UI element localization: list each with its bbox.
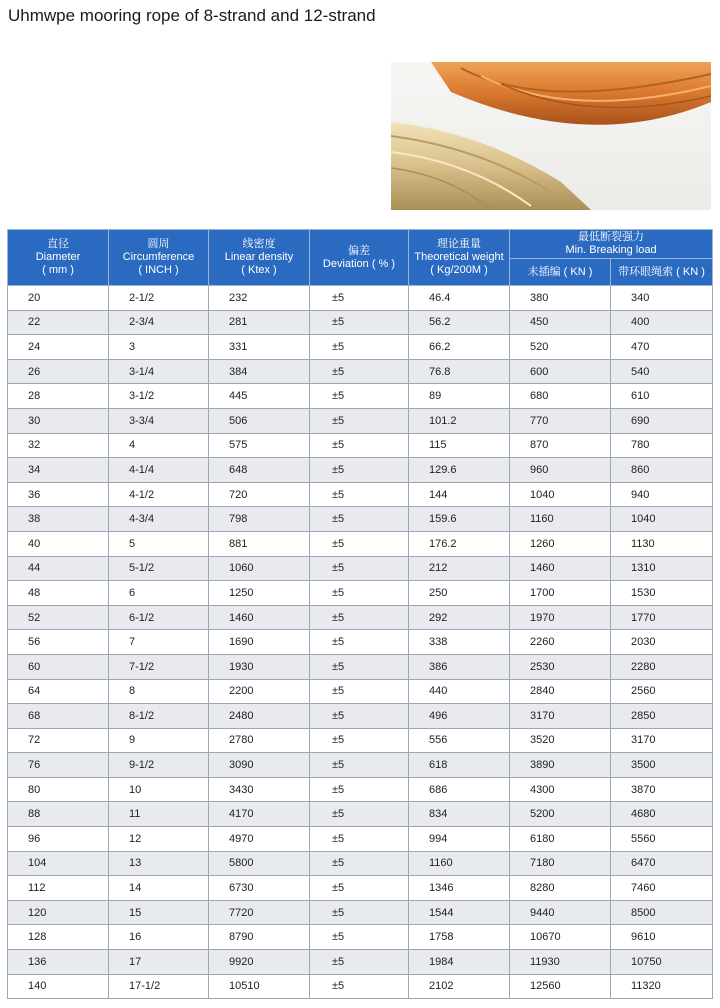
cell-breaking-unspliced: 380 [510,286,611,311]
cell-breaking-eye-spliced: 8500 [611,900,713,925]
cell-diameter: 26 [8,359,109,384]
header-weight-unit: ( Kg/200M ) [430,264,488,276]
cell-circumference: 17 [109,950,209,975]
cell-breaking-eye-spliced: 2030 [611,630,713,655]
cell-circumference: 7-1/2 [109,654,209,679]
table-row [8,876,713,901]
cell-breaking-eye-spliced: 1530 [611,581,713,606]
rope-image [391,62,711,210]
cell-linear-density: 9920 [209,950,310,975]
cell-linear-density: 881 [209,531,310,556]
cell-diameter: 64 [8,679,109,704]
cell-weight: 1346 [409,876,510,901]
cell-linear-density: 798 [209,507,310,532]
cell-deviation: ±5 [310,974,409,999]
cell-breaking-unspliced: 10670 [510,925,611,950]
cell-deviation: ±5 [310,531,409,556]
table-row [8,827,713,852]
table-row [8,974,713,999]
cell-circumference: 5-1/2 [109,556,209,581]
cell-breaking-unspliced: 12560 [510,974,611,999]
cell-breaking-unspliced: 2260 [510,630,611,655]
cell-breaking-eye-spliced: 1770 [611,605,713,630]
cell-diameter: 128 [8,925,109,950]
cell-diameter: 136 [8,950,109,975]
cell-weight: 834 [409,802,510,827]
cell-diameter: 38 [8,507,109,532]
cell-weight: 129.6 [409,458,510,483]
cell-diameter: 34 [8,458,109,483]
cell-deviation: ±5 [310,286,409,311]
table-row [8,630,713,655]
cell-linear-density: 2200 [209,679,310,704]
cell-linear-density: 281 [209,310,310,335]
header-circumference-zh: 圆周 [147,238,170,250]
table-row [8,507,713,532]
cell-diameter: 56 [8,630,109,655]
cell-deviation: ±5 [310,900,409,925]
cell-breaking-eye-spliced: 3870 [611,777,713,802]
cell-weight: 686 [409,777,510,802]
cell-diameter: 48 [8,581,109,606]
cell-circumference: 10 [109,777,209,802]
cell-linear-density: 3090 [209,753,310,778]
table-row [8,950,713,975]
cell-diameter: 104 [8,851,109,876]
cell-deviation: ±5 [310,408,409,433]
cell-breaking-unspliced: 3170 [510,704,611,729]
cell-linear-density: 3430 [209,777,310,802]
cell-breaking-eye-spliced: 4680 [611,802,713,827]
header-diameter-zh: 直径 [47,238,69,250]
cell-diameter: 52 [8,605,109,630]
cell-weight: 496 [409,704,510,729]
cell-weight: 212 [409,556,510,581]
cell-linear-density: 384 [209,359,310,384]
cell-breaking-unspliced: 7180 [510,851,611,876]
header-deviation-zh: 偏差 [348,244,370,257]
header-circumference-en: Circumference [122,251,195,263]
cell-circumference: 14 [109,876,209,901]
cell-deviation: ±5 [310,802,409,827]
cell-breaking-unspliced: 680 [510,384,611,409]
header-linear-density-unit: ( Ktex ) [241,264,277,276]
cell-breaking-unspliced: 600 [510,359,611,384]
cell-deviation: ±5 [310,458,409,483]
cell-breaking-eye-spliced: 610 [611,384,713,409]
cell-breaking-unspliced: 4300 [510,777,611,802]
cell-breaking-unspliced: 960 [510,458,611,483]
header-breaking-zh: 最低断裂强力 [578,231,644,243]
cell-breaking-eye-spliced: 690 [611,408,713,433]
table-row [8,777,713,802]
cell-weight: 1544 [409,900,510,925]
cell-linear-density: 6730 [209,876,310,901]
cell-breaking-eye-spliced: 10750 [611,950,713,975]
cell-linear-density: 445 [209,384,310,409]
cell-breaking-unspliced: 1160 [510,507,611,532]
cell-breaking-eye-spliced: 6470 [611,851,713,876]
cell-diameter: 76 [8,753,109,778]
cell-linear-density: 1460 [209,605,310,630]
cell-breaking-unspliced: 2530 [510,654,611,679]
table-row [8,925,713,950]
cell-weight: 176.2 [409,531,510,556]
table-row [8,335,713,360]
cell-breaking-unspliced: 3890 [510,753,611,778]
table-row [8,704,713,729]
header-breaking-load [510,230,713,259]
cell-breaking-unspliced: 9440 [510,900,611,925]
header-deviation-en: Deviation ( % ) [322,257,396,270]
cell-deviation: ±5 [310,482,409,507]
cell-breaking-unspliced: 450 [510,310,611,335]
cell-breaking-unspliced: 1700 [510,581,611,606]
header-diameter [8,230,109,286]
cell-diameter: 72 [8,728,109,753]
table-row [8,581,713,606]
table-row [8,359,713,384]
cell-linear-density: 2780 [209,728,310,753]
header-deviation [310,230,409,286]
cell-diameter: 60 [8,654,109,679]
page-title: Uhmwpe mooring rope of 8-strand and 12-strand [8,6,376,25]
cell-deviation: ±5 [310,433,409,458]
cell-linear-density: 232 [209,286,310,311]
cell-breaking-eye-spliced: 2280 [611,654,713,679]
cell-breaking-eye-spliced: 7460 [611,876,713,901]
cell-deviation: ±5 [310,556,409,581]
table-row [8,679,713,704]
cell-weight: 1160 [409,851,510,876]
cell-diameter: 88 [8,802,109,827]
cell-deviation: ±5 [310,335,409,360]
cell-breaking-eye-spliced: 5560 [611,827,713,852]
cell-circumference: 16 [109,925,209,950]
cell-linear-density: 4970 [209,827,310,852]
table-row [8,310,713,335]
cell-diameter: 140 [8,974,109,999]
cell-breaking-eye-spliced: 780 [611,433,713,458]
header-diameter-en: Diameter [35,251,81,263]
header-weight-en: Theoretical weight [414,251,504,263]
specification-table [7,229,713,999]
cell-circumference: 4-1/2 [109,482,209,507]
cell-circumference: 2-1/2 [109,286,209,311]
cell-breaking-unspliced: 1040 [510,482,611,507]
cell-linear-density: 648 [209,458,310,483]
cell-breaking-eye-spliced: 9610 [611,925,713,950]
cell-linear-density: 1930 [209,654,310,679]
cell-deviation: ±5 [310,507,409,532]
cell-weight: 56.2 [409,310,510,335]
cell-linear-density: 575 [209,433,310,458]
header-linear-density-zh: 线密度 [242,238,276,250]
header-circumference-unit: ( INCH ) [138,264,179,276]
cell-diameter: 112 [8,876,109,901]
cell-breaking-unspliced: 3520 [510,728,611,753]
cell-circumference: 3-3/4 [109,408,209,433]
cell-breaking-unspliced: 11930 [510,950,611,975]
cell-weight: 440 [409,679,510,704]
cell-weight: 46.4 [409,286,510,311]
cell-weight: 994 [409,827,510,852]
cell-circumference: 3-1/2 [109,384,209,409]
cell-weight: 144 [409,482,510,507]
cell-linear-density: 506 [209,408,310,433]
cell-weight: 2102 [409,974,510,999]
table-row [8,851,713,876]
cell-diameter: 28 [8,384,109,409]
cell-deviation: ±5 [310,728,409,753]
cell-circumference: 13 [109,851,209,876]
cell-breaking-unspliced: 1970 [510,605,611,630]
cell-breaking-unspliced: 6180 [510,827,611,852]
cell-deviation: ±5 [310,654,409,679]
cell-circumference: 8 [109,679,209,704]
cell-deviation: ±5 [310,310,409,335]
cell-deviation: ±5 [310,950,409,975]
cell-weight: 1758 [409,925,510,950]
table-row [8,433,713,458]
cell-weight: 1984 [409,950,510,975]
cell-diameter: 68 [8,704,109,729]
cell-circumference: 4 [109,433,209,458]
cell-diameter: 32 [8,433,109,458]
cell-diameter: 20 [8,286,109,311]
cell-deviation: ±5 [310,925,409,950]
cell-linear-density: 10510 [209,974,310,999]
cell-deviation: ±5 [310,876,409,901]
cell-diameter: 22 [8,310,109,335]
cell-weight: 76.8 [409,359,510,384]
cell-diameter: 80 [8,777,109,802]
cell-weight: 101.2 [409,408,510,433]
cell-weight: 386 [409,654,510,679]
cell-linear-density: 2480 [209,704,310,729]
cell-circumference: 9 [109,728,209,753]
header-breaking-en: Min. Breaking load [565,244,657,256]
table-row [8,605,713,630]
cell-linear-density: 1250 [209,581,310,606]
cell-circumference: 6-1/2 [109,605,209,630]
cell-deviation: ±5 [310,827,409,852]
header-circumference [109,230,209,286]
table-row [8,728,713,753]
cell-breaking-eye-spliced: 3500 [611,753,713,778]
header-theoretical-weight [409,230,510,286]
cell-breaking-unspliced: 5200 [510,802,611,827]
table-row [8,753,713,778]
table-row [8,384,713,409]
cell-deviation: ±5 [310,581,409,606]
cell-breaking-eye-spliced: 3170 [611,728,713,753]
cell-deviation: ±5 [310,630,409,655]
cell-breaking-eye-spliced: 470 [611,335,713,360]
cell-linear-density: 1060 [209,556,310,581]
cell-circumference: 4-3/4 [109,507,209,532]
table-row [8,900,713,925]
header-unspliced: 未插编 ( KN ) [510,259,611,286]
cell-circumference: 5 [109,531,209,556]
cell-diameter: 96 [8,827,109,852]
cell-weight: 250 [409,581,510,606]
cell-breaking-unspliced: 870 [510,433,611,458]
cell-diameter: 24 [8,335,109,360]
header-linear-density-en: Linear density [224,251,294,263]
cell-breaking-unspliced: 8280 [510,876,611,901]
cell-diameter: 36 [8,482,109,507]
cell-diameter: 120 [8,900,109,925]
cell-weight: 338 [409,630,510,655]
cell-breaking-eye-spliced: 1130 [611,531,713,556]
cell-breaking-unspliced: 1460 [510,556,611,581]
cell-deviation: ±5 [310,777,409,802]
cell-linear-density: 8790 [209,925,310,950]
cell-circumference: 12 [109,827,209,852]
cell-circumference: 4-1/4 [109,458,209,483]
cell-deviation: ±5 [310,753,409,778]
cell-circumference: 3 [109,335,209,360]
cell-diameter: 30 [8,408,109,433]
table-row [8,458,713,483]
cell-deviation: ±5 [310,679,409,704]
cell-breaking-eye-spliced: 340 [611,286,713,311]
cell-circumference: 17-1/2 [109,974,209,999]
table-row [8,482,713,507]
table-row [8,408,713,433]
cell-linear-density: 720 [209,482,310,507]
header-row [8,230,713,259]
cell-circumference: 11 [109,802,209,827]
cell-breaking-eye-spliced: 2850 [611,704,713,729]
cell-deviation: ±5 [310,384,409,409]
cell-breaking-unspliced: 770 [510,408,611,433]
cell-weight: 556 [409,728,510,753]
cell-linear-density: 1690 [209,630,310,655]
cell-breaking-unspliced: 520 [510,335,611,360]
cell-breaking-unspliced: 2840 [510,679,611,704]
cell-breaking-eye-spliced: 940 [611,482,713,507]
table-row [8,286,713,311]
cell-weight: 292 [409,605,510,630]
cell-breaking-eye-spliced: 11320 [611,974,713,999]
cell-weight: 618 [409,753,510,778]
cell-weight: 159.6 [409,507,510,532]
header-linear-density [209,230,310,286]
cell-linear-density: 5800 [209,851,310,876]
cell-deviation: ±5 [310,704,409,729]
cell-linear-density: 331 [209,335,310,360]
cell-circumference: 9-1/2 [109,753,209,778]
cell-circumference: 6 [109,581,209,606]
cell-circumference: 3-1/4 [109,359,209,384]
cell-circumference: 7 [109,630,209,655]
header-eye-spliced: 带环眼绳索 ( KN ) [611,259,713,286]
cell-circumference: 2-3/4 [109,310,209,335]
cell-deviation: ±5 [310,851,409,876]
cell-breaking-unspliced: 1260 [510,531,611,556]
rope-photo [391,62,711,210]
table-row [8,556,713,581]
table-row [8,654,713,679]
cell-deviation: ±5 [310,359,409,384]
cell-diameter: 40 [8,531,109,556]
table-body [8,286,713,999]
cell-weight: 115 [409,433,510,458]
cell-breaking-eye-spliced: 860 [611,458,713,483]
table-row [8,802,713,827]
cell-breaking-eye-spliced: 400 [611,310,713,335]
table-row [8,531,713,556]
header-diameter-unit: ( mm ) [42,264,74,276]
cell-breaking-eye-spliced: 540 [611,359,713,384]
cell-circumference: 15 [109,900,209,925]
cell-deviation: ±5 [310,605,409,630]
cell-linear-density: 4170 [209,802,310,827]
cell-weight: 89 [409,384,510,409]
cell-breaking-eye-spliced: 2560 [611,679,713,704]
cell-diameter: 44 [8,556,109,581]
cell-circumference: 8-1/2 [109,704,209,729]
cell-breaking-eye-spliced: 1040 [611,507,713,532]
header-weight-zh: 理论重量 [437,238,481,250]
cell-weight: 66.2 [409,335,510,360]
cell-linear-density: 7720 [209,900,310,925]
cell-breaking-eye-spliced: 1310 [611,556,713,581]
